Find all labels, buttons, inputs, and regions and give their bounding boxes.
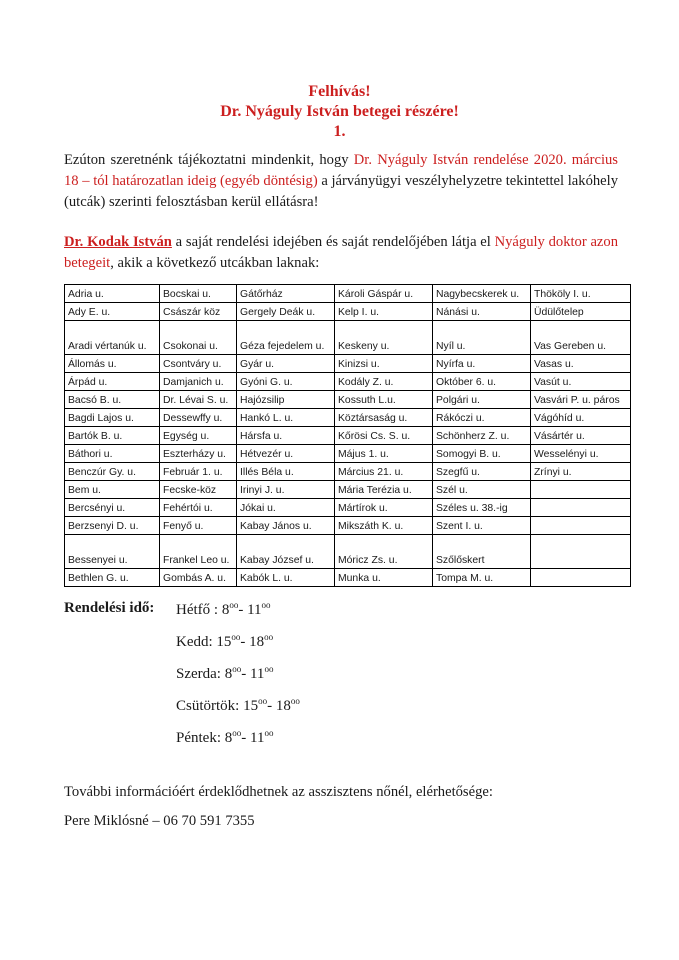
street-cell: Nagybecskerek u. xyxy=(433,285,531,303)
hours-from-minute: oo xyxy=(229,600,239,610)
street-cell: Február 1. u. xyxy=(160,463,237,481)
street-cell: Károli Gáspár u. xyxy=(335,285,433,303)
street-cell: Hankó L. u. xyxy=(237,409,335,427)
table-row xyxy=(65,285,631,303)
street-cell xyxy=(531,499,631,517)
street-cell: Eszterházy u. xyxy=(160,445,237,463)
street-cell: Gátőrház xyxy=(237,285,335,303)
hours-to-hour: 18 xyxy=(249,634,265,650)
street-cell: Frankel Leo u. xyxy=(160,535,237,569)
street-cell: Rákóczi u. xyxy=(433,409,531,427)
hours-row: Szerda: $8^{oo}-$ $11^{oo}$ xyxy=(176,664,274,682)
street-cell: Vas Gereben u. xyxy=(531,321,631,355)
table-row xyxy=(65,427,631,445)
street-cell: Dessewffy u. xyxy=(160,409,237,427)
street-cell: Köztársaság u. xyxy=(335,409,433,427)
hours-to-hour: 18 xyxy=(275,698,291,714)
intro-text-1: Ezúton szeretnénk tájékoztatni mindenkit, hogy xyxy=(64,152,354,168)
hours-day: Kedd: xyxy=(176,634,213,650)
hours-to-minute: oo xyxy=(264,632,274,642)
doctor-text-2: , akik a következő utcákban laknak: xyxy=(110,255,320,271)
street-cell: Polgári u. xyxy=(433,391,531,409)
table-row xyxy=(65,499,631,517)
street-cell: Szegfű u. xyxy=(433,463,531,481)
street-cell: Bercsényi u. xyxy=(65,499,160,517)
footer-contact: Pere Miklósné – 06 70 591 7355 xyxy=(64,813,255,829)
table-row xyxy=(65,321,631,355)
street-cell: Bessenyei u. xyxy=(65,535,160,569)
street-cell: Szőlőskert xyxy=(433,535,531,569)
street-cell: Keskeny u. xyxy=(335,321,433,355)
street-cell: Bem u. xyxy=(65,481,160,499)
street-cell: Szél u. xyxy=(433,481,531,499)
street-cell: Adria u. xyxy=(65,285,160,303)
street-cell: Március 21. u. xyxy=(335,463,433,481)
table-row xyxy=(65,355,631,373)
hours-from-hour: 8 xyxy=(224,666,233,682)
street-cell: Vasút u. xyxy=(531,373,631,391)
street-cell xyxy=(531,481,631,499)
street-cell: Géza fejedelem u. xyxy=(237,321,335,355)
table-row xyxy=(65,303,631,321)
street-cell: Ady E. u. xyxy=(65,303,160,321)
street-cell: Kinizsi u. xyxy=(335,355,433,373)
doctor-highlight: Nyáguly doktor azon betegeit xyxy=(64,234,618,271)
street-cell: Jókai u. xyxy=(237,499,335,517)
street-cell: Gyár u. xyxy=(237,355,335,373)
table-row xyxy=(65,517,631,535)
street-cell: Munka u. xyxy=(335,569,433,587)
street-cell: Hétvezér u. xyxy=(237,445,335,463)
street-cell: Nyírfa u. xyxy=(433,355,531,373)
street-cell: Széles u. 38.-ig xyxy=(433,499,531,517)
street-cell: Fehértói u. xyxy=(160,499,237,517)
intro-highlight: Dr. Nyáguly István rendelése 2020. március 18 – tól határozatlan ideig (egyéb döntésig) xyxy=(64,152,618,189)
street-cell: Bocskai u. xyxy=(160,285,237,303)
hours-from-minute: oo xyxy=(231,632,241,642)
street-cell: Hajózsilip xyxy=(237,391,335,409)
hours-from-hour: 15 xyxy=(216,634,232,650)
street-cell: Schönherz Z. u. xyxy=(433,427,531,445)
street-cell: Dr. Lévai S. u. xyxy=(160,391,237,409)
street-cell: Vágóhíd u. xyxy=(531,409,631,427)
street-cell: Vasvári P. u. páros xyxy=(531,391,631,409)
hours-to-minute: oo xyxy=(290,696,300,706)
street-cell: Vásártér u. xyxy=(531,427,631,445)
hours-row: Hétfő : $8^{oo}-$ $11^{oo}$ xyxy=(176,600,271,618)
street-cell: Mária Terézia u. xyxy=(335,481,433,499)
street-cell: Fenyő u. xyxy=(160,517,237,535)
table-row xyxy=(65,409,631,427)
street-cell: Állomás u. xyxy=(65,355,160,373)
hours-to-hour: 11 xyxy=(250,730,265,746)
hours-from-hour: 8 xyxy=(221,602,230,618)
title-block xyxy=(0,82,679,142)
doctor-text-1: a saját rendelési idejében és saját rendelőjében látja el xyxy=(171,234,495,250)
hours-from-minute: oo xyxy=(232,728,242,738)
hours-from-minute: oo xyxy=(258,696,268,706)
street-cell: Csokonai u. xyxy=(160,321,237,355)
street-cell: Október 6. u. xyxy=(433,373,531,391)
street-cell: Csontváry u. xyxy=(160,355,237,373)
street-cell: Május 1. u. xyxy=(335,445,433,463)
street-cell: Bethlen G. u. xyxy=(65,569,160,587)
page-title: Felhívás! xyxy=(308,83,371,100)
street-cell xyxy=(531,535,631,569)
street-cell: Mikszáth K. u. xyxy=(335,517,433,535)
street-cell: Kabók L. u. xyxy=(237,569,335,587)
street-cell: Thököly I. u. xyxy=(531,285,631,303)
street-cell xyxy=(531,569,631,587)
table-row xyxy=(65,481,631,499)
street-cell: Kodály Z. u. xyxy=(335,373,433,391)
street-cell: Szent I. u. xyxy=(433,517,531,535)
table-row xyxy=(65,569,631,587)
streets-table xyxy=(64,284,631,587)
street-cell: Kelp I. u. xyxy=(335,303,433,321)
street-cell: Tompa M. u. xyxy=(433,569,531,587)
street-cell: Kabay József u. xyxy=(237,535,335,569)
page-subtitle: Dr. Nyáguly István betegei részére! xyxy=(220,103,459,120)
table-row xyxy=(65,445,631,463)
street-cell: Fecske-köz xyxy=(160,481,237,499)
street-cell: Aradi vértanúk u. xyxy=(65,321,160,355)
hours-day: Hétfő : xyxy=(176,602,219,618)
hours-row: Kedd: $15^{oo}-$ $18^{oo}$ xyxy=(176,632,274,650)
street-cell: Nánási u. xyxy=(433,303,531,321)
street-cell: Üdülőtelep xyxy=(531,303,631,321)
street-cell: Bacsó B. u. xyxy=(65,391,160,409)
street-cell: Gergely Deák u. xyxy=(237,303,335,321)
street-cell: Zrínyi u. xyxy=(531,463,631,481)
street-cell: Báthori u. xyxy=(65,445,160,463)
page-number: 1. xyxy=(333,123,346,140)
table-row xyxy=(65,391,631,409)
footer-info: További információért érdeklődhetnek az asszisztens nőnél, elérhetősége: xyxy=(64,784,493,800)
street-cell: Kossuth L.u. xyxy=(335,391,433,409)
hours-to-hour: 11 xyxy=(249,666,265,682)
street-cell: Árpád u. xyxy=(65,373,160,391)
street-cell xyxy=(531,517,631,535)
intro-text-2: a járványügyi veszélyhelyzetre tekintettel lakóhely (utcák) szerinti felosztásban kerül ellátásra! xyxy=(64,173,618,210)
table-row xyxy=(65,535,631,569)
hours-from-minute: oo xyxy=(232,664,242,674)
street-cell: Vasas u. xyxy=(531,355,631,373)
hours-row: Péntek: $8^{oo}-$ $11^{oo}$ xyxy=(176,728,274,746)
intro-paragraph xyxy=(64,150,618,213)
street-cell: Kőrösi Cs. S. u. xyxy=(335,427,433,445)
hours-row: Csütörtök: $15^{oo}-$ $18^{oo}$ xyxy=(176,696,300,714)
street-cell: Berzsenyi D. u. xyxy=(65,517,160,535)
street-cell: Benczúr Gy. u. xyxy=(65,463,160,481)
street-cell: Bagdi Lajos u. xyxy=(65,409,160,427)
street-cell: Gyóni G. u. xyxy=(237,373,335,391)
doctor-name: Dr. Kodak István xyxy=(64,234,172,250)
street-cell: Bartók B. u. xyxy=(65,427,160,445)
hours-to-hour: 11 xyxy=(247,602,262,618)
table-row xyxy=(65,463,631,481)
hours-from-hour: 15 xyxy=(243,698,259,714)
hours-from-hour: 8 xyxy=(224,730,233,746)
office-hours-label: Rendelési idő: xyxy=(64,600,155,616)
street-cell: Wesselényi u. xyxy=(531,445,631,463)
street-cell: Császár köz xyxy=(160,303,237,321)
street-cell: Mártírok u. xyxy=(335,499,433,517)
hours-to-minute: oo xyxy=(264,728,274,738)
hours-day: Csütörtök: xyxy=(176,698,240,714)
hours-day: Péntek: xyxy=(176,730,221,746)
street-cell: Gombás A. u. xyxy=(160,569,237,587)
table-row xyxy=(65,373,631,391)
street-cell: Irinyi J. u. xyxy=(237,481,335,499)
street-cell: Hársfa u. xyxy=(237,427,335,445)
street-cell: Egység u. xyxy=(160,427,237,445)
hours-to-minute: oo xyxy=(264,664,274,674)
street-cell: Illés Béla u. xyxy=(237,463,335,481)
hours-to-minute: oo xyxy=(261,600,271,610)
street-cell: Nyíl u. xyxy=(433,321,531,355)
doctor-paragraph xyxy=(64,232,618,274)
street-cell: Kabay János u. xyxy=(237,517,335,535)
hours-day: Szerda: xyxy=(176,666,221,682)
street-cell: Somogyi B. u. xyxy=(433,445,531,463)
street-cell: Móricz Zs. u. xyxy=(335,535,433,569)
street-cell: Damjanich u. xyxy=(160,373,237,391)
